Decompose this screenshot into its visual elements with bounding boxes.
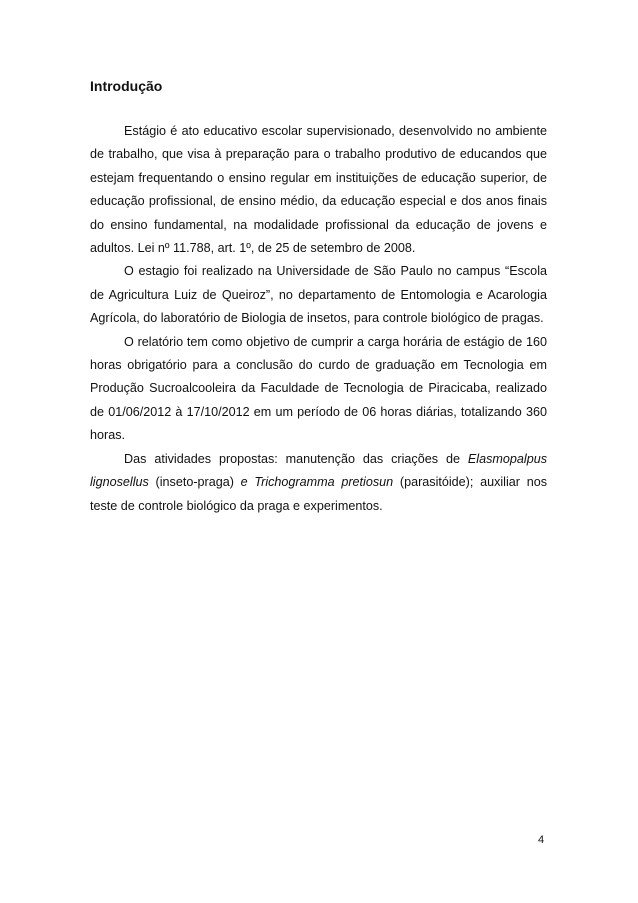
body-text (90, 120, 547, 518)
paragraph-objective: O relatório tem como objetivo de cumprir a carga horária de estágio de 160 horas obrigatório para a conclusão do curdo de graduação em Tecnologia em Produção Sucroalcooleira da Faculdade de Tecnologia de Piracicaba, realizado de 01/06/2012 à 17/10/2012 em um período de 06 horas diárias, totalizando 360 horas. (90, 334, 547, 443)
paragraph-location: O estagio foi realizado na Universidade de São Paulo no campus “Escola de Agricultura Luiz de Queiroz”, no departamento de Entomologia e Acarologia Agrícola, do laboratório de Biologia de insetos, para controle biológico de pragas. (90, 264, 547, 326)
species-name-2: e Trichogramma pretiosun (240, 475, 394, 490)
paragraph-activities (90, 448, 547, 518)
species-name-1: Elasmopalpus lignosellus (90, 451, 547, 490)
page-number: 4 (538, 834, 545, 846)
section-heading: Introdução (90, 78, 163, 94)
activities-text-2: (inseto-praga) (148, 475, 241, 490)
activities-text-1: Das atividades propostas: manutenção das criações de (124, 451, 468, 466)
paragraph-estagio-definition: Estágio é ato educativo escolar supervisionado, desenvolvido no ambiente de trabalho, que visa à preparação para o trabalho produtivo de educandos que estejam frequentando o ensino regular em instituições de educação superior, de educação profissional, de ensino médio, da educação especial e dos anos finais do ensino fundamental, na modalidade profissional da educação de jovens e adultos. Lei nº 11.788, art. 1º, de 25 de setembro de 2008. (90, 124, 547, 256)
activities-text-3: (parasitóide); auxiliar nos teste de controle biológico da praga e experimentos. (90, 475, 548, 513)
